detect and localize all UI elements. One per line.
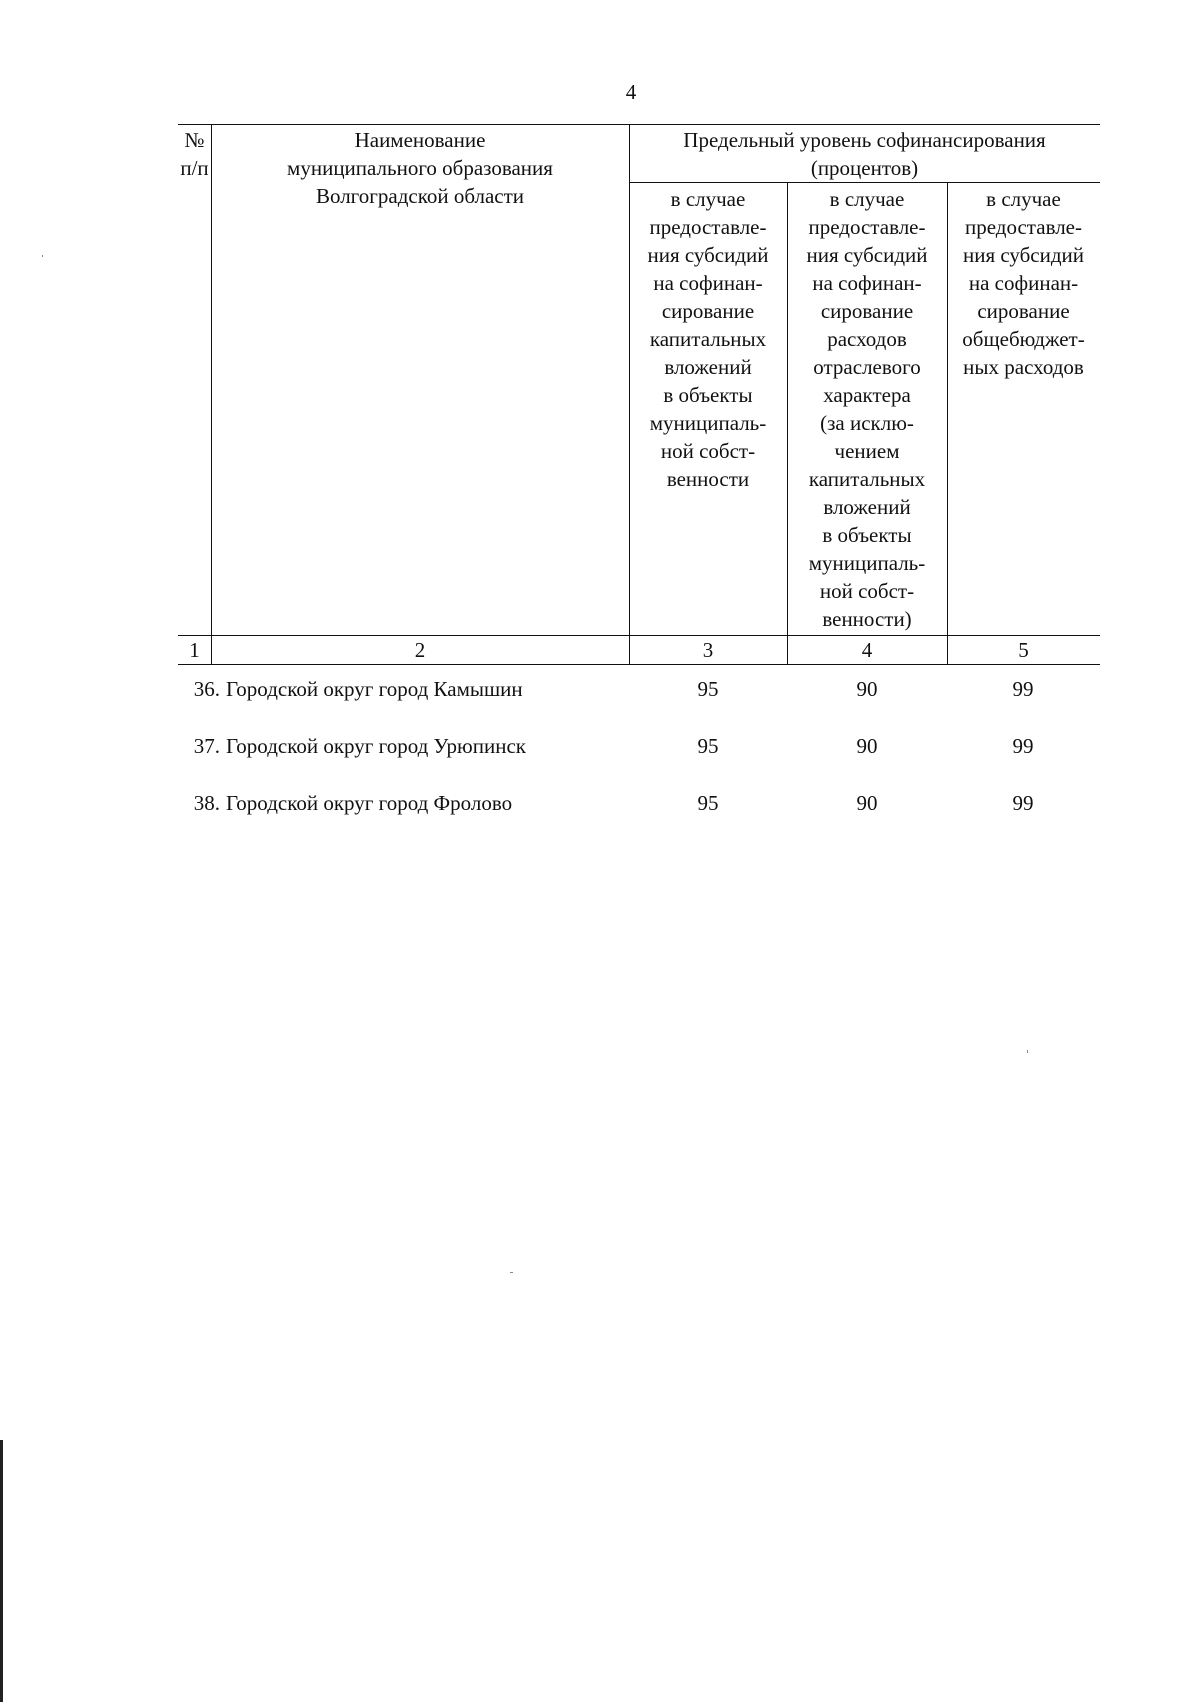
header-col3-line: вложений	[664, 355, 752, 379]
header-col4-line: расходов	[827, 327, 907, 351]
header-col4-line: в случае	[829, 187, 905, 211]
header-col3-line: капитальных	[649, 327, 767, 351]
column-number-5: 5	[1018, 638, 1029, 662]
header-col5-line: ных расходов	[963, 355, 1084, 379]
header-col5	[947, 185, 1100, 381]
header-col5-line: ния субсидий	[962, 243, 1085, 267]
header-col4-line: капитальных	[808, 467, 926, 491]
header-col4-line: характера	[823, 383, 911, 407]
header-col4	[787, 185, 947, 633]
header-col3-line: на софинан-	[653, 271, 763, 295]
header-col4-line: ния субсидий	[806, 243, 928, 267]
header-col3-line: ния субсидий	[647, 243, 769, 267]
table-row	[0, 789, 1200, 817]
value-col3: 95	[697, 677, 719, 701]
column-number-3: 3	[702, 638, 714, 662]
header-col3-line: в случае	[670, 187, 746, 211]
header-col2-line3: Волгоградской области	[315, 184, 525, 208]
column-number-1: 1	[189, 638, 200, 662]
value-col3: 95	[697, 791, 719, 815]
table-row	[0, 732, 1200, 760]
row-number: 38.	[193, 791, 220, 815]
value-col5: 99	[1012, 734, 1034, 758]
scan-speck	[42, 255, 43, 257]
header-col3-line: венности	[666, 467, 750, 491]
header-col5-line: сирование	[977, 299, 1070, 323]
value-col3: 95	[697, 734, 719, 758]
header-col4-line: предоставле-	[808, 215, 926, 239]
scan-edge-shadow	[0, 1440, 3, 1702]
group-title-underline	[629, 182, 1100, 183]
group-title-line1: Предельный уровень софинансирования	[683, 128, 1046, 152]
scan-speck	[1027, 1050, 1028, 1053]
header-col5-line: на софинан-	[968, 271, 1079, 295]
scan-speck	[510, 1272, 513, 1273]
value-col5: 99	[1012, 677, 1034, 701]
header-col4-line: (за исклю-	[820, 411, 914, 435]
header-col4-line: отраслевого	[813, 355, 921, 379]
header-col4-line: муниципаль-	[808, 551, 926, 575]
column-number-2: 2	[414, 638, 426, 662]
row-number: 37.	[193, 734, 220, 758]
header-col4-line: ной собст-	[819, 579, 915, 603]
header-col1	[178, 126, 211, 182]
value-col4: 90	[856, 677, 878, 701]
table-row	[0, 675, 1200, 703]
header-col4-line: на софинан-	[812, 271, 922, 295]
header-col1-line2: п/п	[180, 156, 209, 180]
header-col4-line: венности)	[822, 607, 912, 631]
row-number: 36.	[193, 677, 220, 701]
column-numbers-bottom-border	[178, 664, 1100, 665]
header-col4-line: вложений	[823, 495, 911, 519]
column-number-4: 4	[861, 638, 873, 662]
header-col3-line: сирование	[661, 299, 755, 323]
header-col4-line: сирование	[820, 299, 914, 323]
header-col5-line: в случае	[986, 187, 1061, 211]
header-col5-line: предоставле-	[965, 215, 1082, 239]
page-number: 4	[625, 80, 637, 104]
municipality-name: Городской округ город Урюпинск	[226, 734, 526, 758]
header-col2-line2: муниципального образования	[287, 156, 553, 180]
header-col3	[629, 185, 787, 493]
header-col3-line: предоставле-	[649, 215, 767, 239]
header-group-title	[629, 126, 1100, 182]
group-title-line2: (процентов)	[810, 156, 919, 180]
value-col4: 90	[856, 734, 878, 758]
header-col2-line1: Наименование	[354, 128, 486, 152]
value-col4: 90	[856, 791, 878, 815]
municipality-name: Городской округ город Камышин	[226, 677, 523, 701]
municipality-name: Городской округ город Фролово	[226, 791, 513, 815]
value-col5: 99	[1012, 791, 1034, 815]
header-top-border	[178, 124, 1100, 125]
header-col1-line1: №	[184, 128, 205, 152]
header-col3-line: муниципаль-	[649, 411, 767, 435]
header-col4-line: в объекты	[822, 523, 912, 547]
header-col2	[211, 126, 629, 210]
header-col3-line: ной собст-	[660, 439, 756, 463]
header-col3-line: в объекты	[663, 383, 753, 407]
header-col4-line: чением	[834, 439, 900, 463]
header-col5-line: общебюджет-	[962, 327, 1085, 351]
